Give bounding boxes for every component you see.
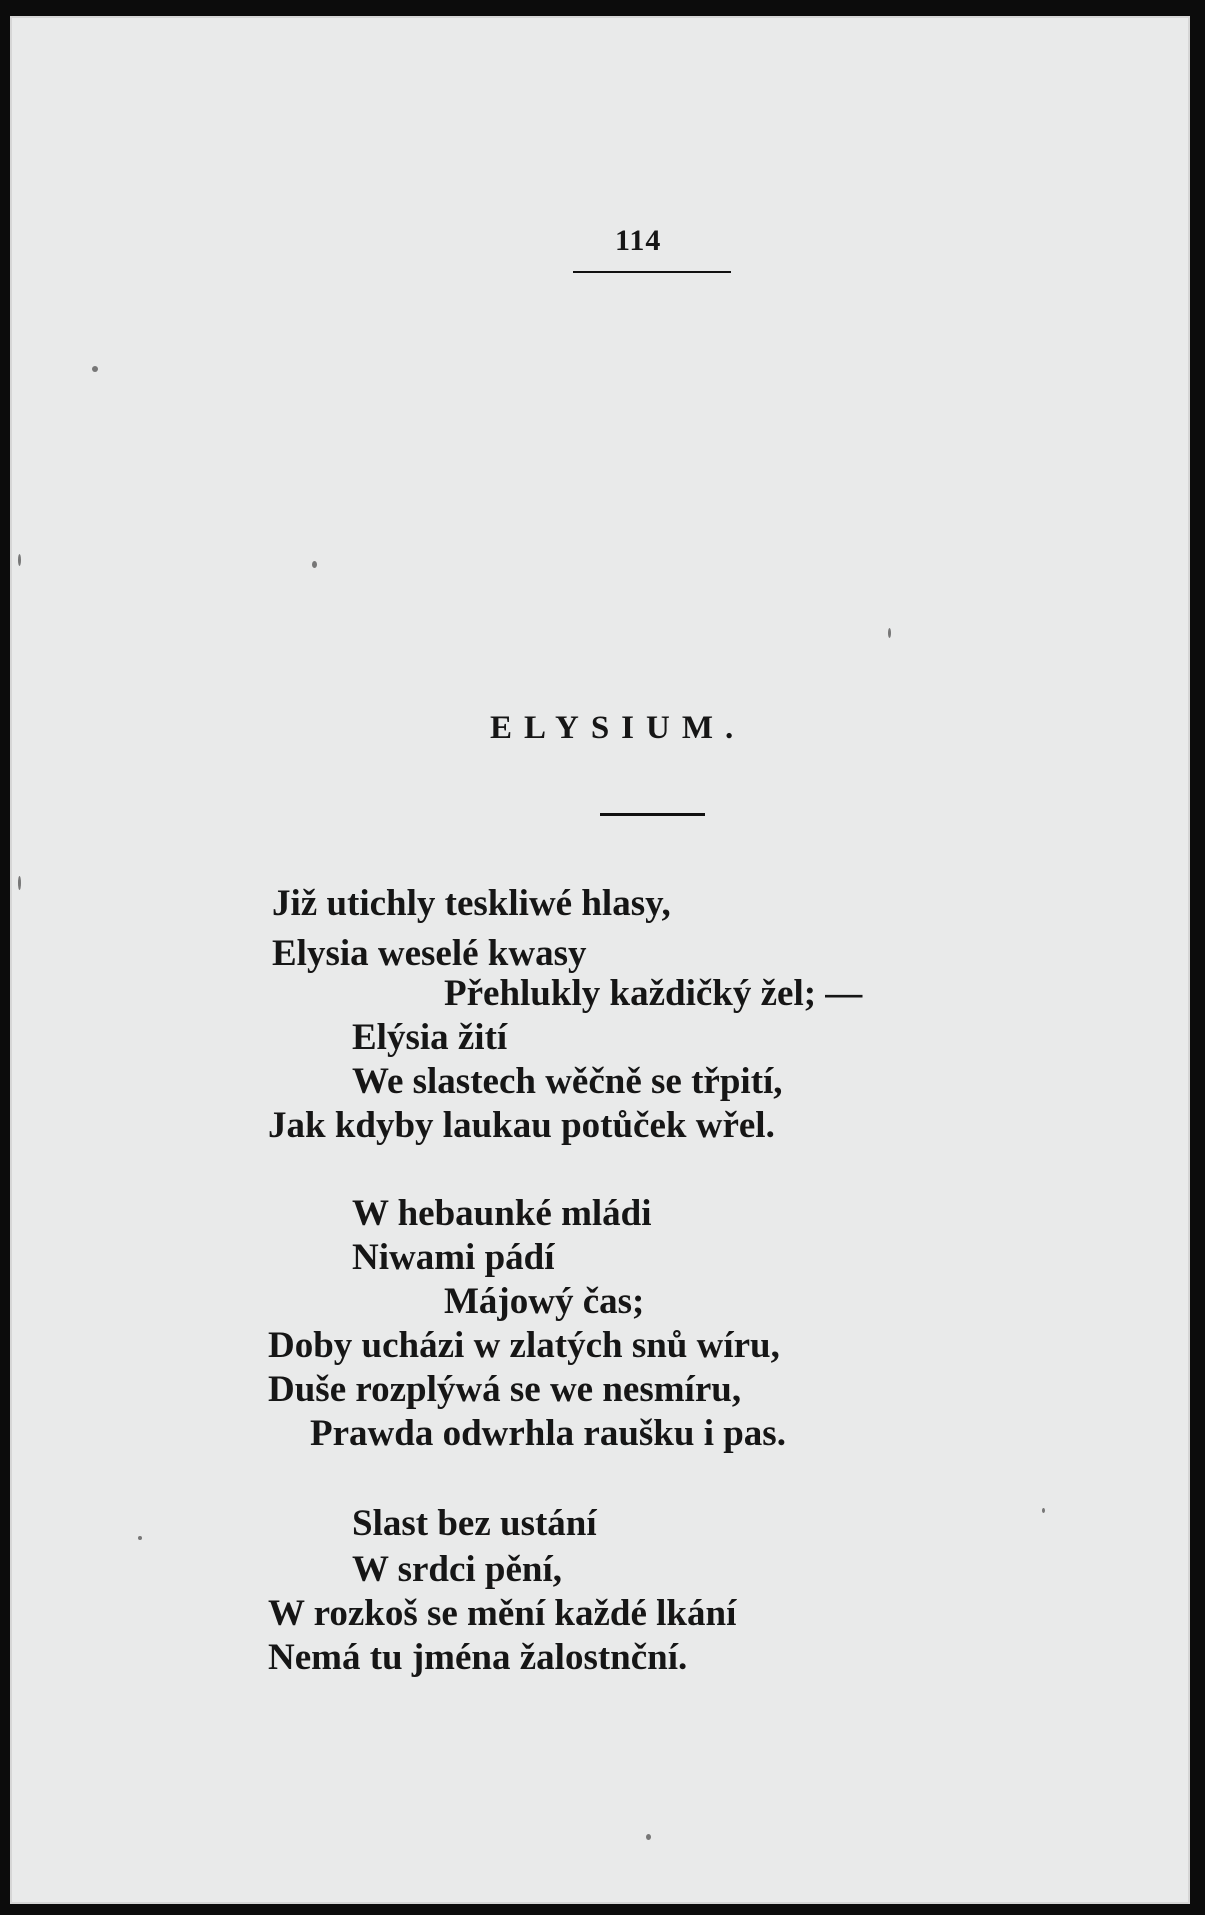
paper-speck — [138, 1536, 142, 1540]
stanza-2-line-6: Prawda odwrhla raušku i pas. — [310, 1413, 786, 1454]
stanza-2-line-3: Májowý čas; — [444, 1281, 645, 1322]
stanza-2-line-5: Duše rozplýwá se we nesmíru, — [268, 1369, 742, 1410]
paper-speck — [18, 876, 21, 890]
paper-speck — [646, 1834, 651, 1840]
stanza-3-line-4: Nemá tu jména žalostnční. — [268, 1637, 688, 1678]
stanza-2-line-2: Niwami pádí — [352, 1237, 555, 1278]
paper-speck — [1042, 1508, 1045, 1513]
stanza-2-line-1: W hebaunké mládi — [352, 1193, 652, 1234]
paper-speck — [18, 554, 21, 566]
title-rule — [600, 813, 705, 816]
stanza-1-line-3: Přehlukly každičký žel; — — [444, 973, 863, 1014]
paper-speck — [312, 561, 317, 568]
stanza-2-line-4: Doby ucházi w zlatých snů wíru, — [268, 1325, 780, 1366]
stanza-3-line-1: Slast bez ustání — [352, 1503, 597, 1544]
stanza-1-line-1: Již utichly teskliwé hlasy, — [272, 883, 671, 924]
paper-speck — [888, 628, 891, 638]
paper-speck — [92, 366, 98, 372]
stanza-1-line-2: Elysia weselé kwasy — [272, 933, 587, 974]
stanza-3-line-2: W srdci pění, — [352, 1549, 563, 1590]
scan-border-left — [0, 0, 10, 1915]
poem-title: ELYSIUM. — [490, 710, 746, 746]
stanza-1-line-5: We slastech wěčně se třpití, — [352, 1061, 783, 1102]
page-number: 114 — [615, 224, 662, 257]
page-number-rule — [573, 271, 731, 273]
stanza-3-line-3: W rozkoš se mění každé lkání — [268, 1593, 737, 1634]
book-page — [10, 16, 1190, 1904]
stanza-1-line-4: Elýsia žití — [352, 1017, 508, 1058]
stanza-1-line-6: Jak kdyby laukau potůček wřel. — [268, 1105, 775, 1146]
